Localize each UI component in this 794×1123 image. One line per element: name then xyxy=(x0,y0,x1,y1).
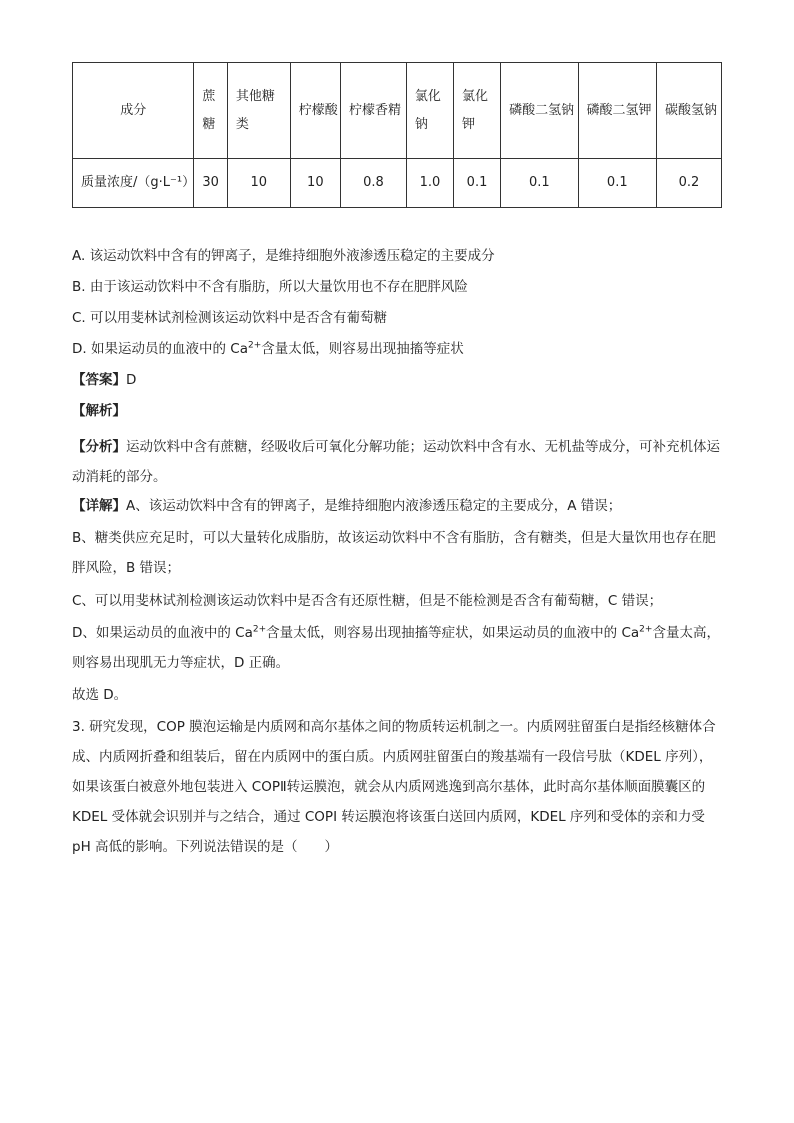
table-header-cell: 碳酸氢钠 xyxy=(657,63,722,159)
table-header-cell: 其他糖类 xyxy=(227,63,290,159)
detail-a-text: A、该运动饮料中含有的钾离子，是维持细胞内液渗透压稳定的主要成分，A 错误； xyxy=(126,498,622,514)
superscript: 2+ xyxy=(639,624,653,635)
table-header-cell: 蔗糖 xyxy=(194,63,227,159)
detail-d-text: D、如果运动员的血液中的 Ca xyxy=(72,625,253,641)
table-cell: 10 xyxy=(227,159,290,208)
composition-table xyxy=(72,62,722,208)
detail-a xyxy=(72,496,621,516)
detail-tag: 【详解】 xyxy=(72,498,126,514)
option-d-text: 含量太低，则容易出现抽搐等症状 xyxy=(261,341,464,357)
table-header-cell: 氯化钾 xyxy=(453,63,500,159)
table-cell: 1.0 xyxy=(406,159,453,208)
analysis-text: 运动饮料中含有蔗糖，经吸收后可氧化分解功能；运动饮料中含有水、无机盐等成分，可补充机体运动消耗的部分。 xyxy=(72,439,720,485)
table-header-cell: 磷酸二氢钠 xyxy=(501,63,578,159)
question-3: 3. 研究发现，COP 膜泡运输是内质网和高尔基体之间的物质转运机制之一。内质网驻留蛋白是指经核糖体合成、内质网折叠和组装后，留在内质网中的蛋白质。内质网驻留蛋白的羧基端有一段信号肽（KDEL 序列），如果该蛋白被意外地包装进入 COPⅡ转运膜泡，就会从内质网逃逸到高尔基体，此时高尔基体顺面膜囊区的 KDEL 受体就会识别并与之结合，通过 COPI 转运膜泡将该蛋白送回内质网，KDEL 序列和受体的亲和力受 pH 高低的影响。下列说法错误的是（ ） xyxy=(72,719,716,855)
detail-d-text: 含量太高，则容易出现肌无力等症状，D 正确。 xyxy=(72,625,720,671)
analysis-title: 【解析】 xyxy=(72,403,126,419)
table-cell: 10 xyxy=(290,159,340,208)
analysis-paragraph xyxy=(72,432,722,492)
table-cell: 0.1 xyxy=(501,159,578,208)
table-row xyxy=(73,159,722,208)
table-cell: 30 xyxy=(194,159,227,208)
option-c: C. 可以用斐林试剂检测该运动饮料中是否含有葡萄糖 xyxy=(72,310,388,326)
detail-d-text: 含量太低，则容易出现抽搐等症状，如果运动员的血液中的 Ca xyxy=(266,625,640,641)
answer-line xyxy=(72,370,136,390)
table-header-cell: 柠檬酸 xyxy=(290,63,340,159)
option-a: A. 该运动饮料中含有的钾离子，是维持细胞外液渗透压稳定的主要成分 xyxy=(72,248,495,264)
table-header-cell: 磷酸二氢钾 xyxy=(578,63,657,159)
table-cell: 0.1 xyxy=(578,159,657,208)
option-d-text: D. 如果运动员的血液中的 Ca xyxy=(72,341,248,357)
analysis-tag: 【分析】 xyxy=(72,439,126,455)
detail-c: C、可以用斐林试剂检测该运动饮料中是否含有还原性糖，但是不能检测是否含有葡萄糖，C 错误； xyxy=(72,593,663,609)
table-header-cell: 成分 xyxy=(73,63,194,159)
table-row-label: 质量浓度/（g·L⁻¹） xyxy=(73,159,194,208)
conclusion: 故选 D。 xyxy=(72,687,128,703)
answer-value: D xyxy=(126,372,137,388)
answer-tag: 【答案】 xyxy=(72,372,126,388)
table-header-cell: 柠檬香精 xyxy=(340,63,406,159)
table-cell: 0.2 xyxy=(657,159,722,208)
option-d xyxy=(72,339,464,359)
table-header-cell: 氯化钠 xyxy=(406,63,453,159)
table-cell: 0.1 xyxy=(453,159,500,208)
option-b: B. 由于该运动饮料中不含有脂肪，所以大量饮用也不存在肥胖风险 xyxy=(72,279,468,295)
superscript: 2+ xyxy=(247,340,262,351)
superscript: 2+ xyxy=(252,624,267,635)
table-header-row xyxy=(73,63,722,159)
detail-b: B、糖类供应充足时，可以大量转化成脂肪，故该运动饮料中不含有脂肪，含有糖类，但是大量饮用也存在肥胖风险，B 错误； xyxy=(72,530,716,576)
detail-d xyxy=(72,618,722,678)
table-cell: 0.8 xyxy=(340,159,406,208)
